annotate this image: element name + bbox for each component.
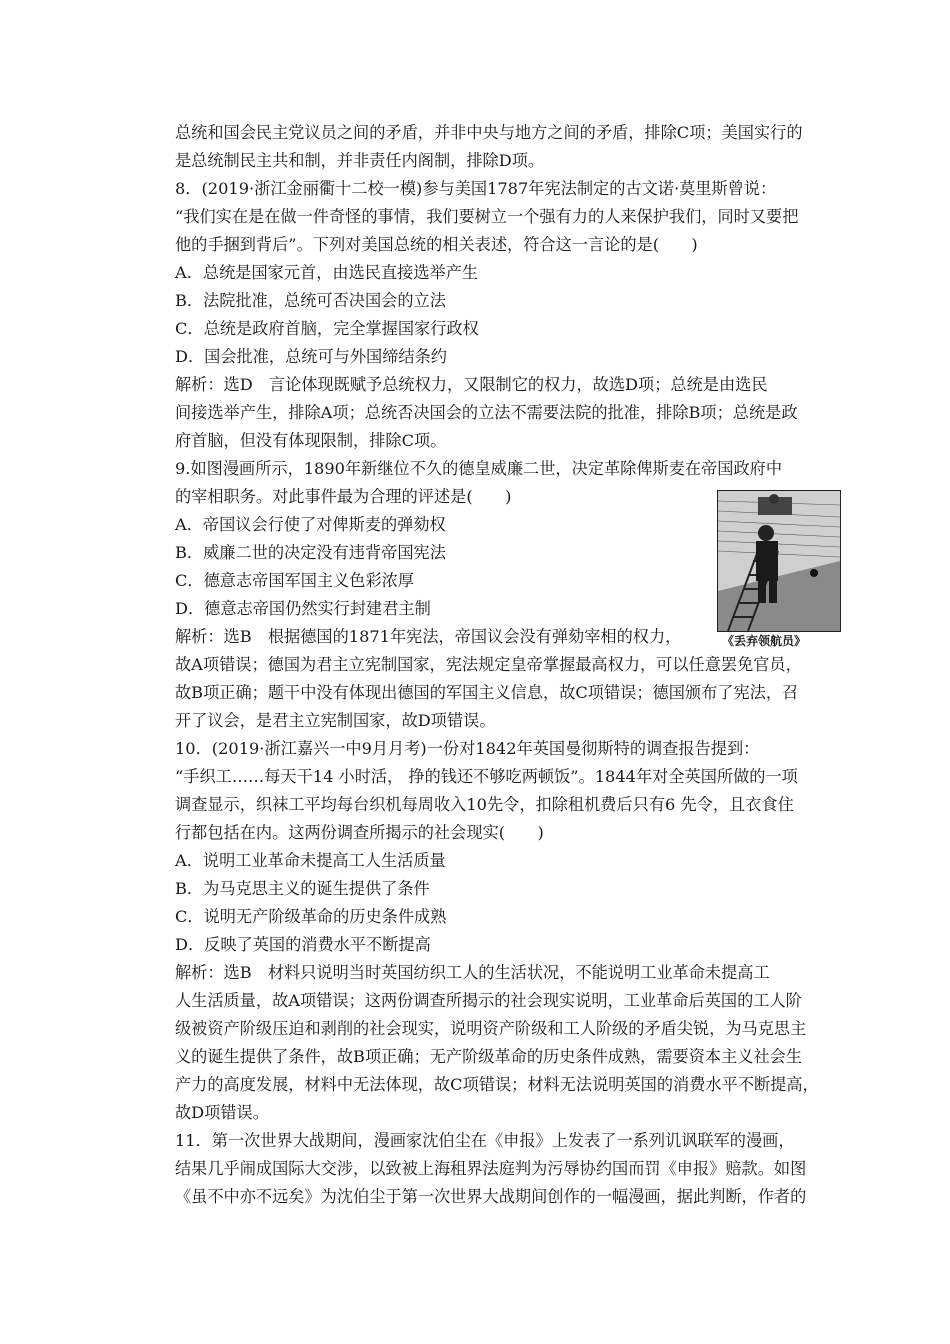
figure-caption: 《丢弃领航员》 [722,634,807,648]
text-line: 故D项错误。 [175,1103,269,1122]
text-line: 故B项正确；题干中没有体现出德国的军国主义信息，故C项错误；德国颁布了宪法，召 [175,683,799,702]
question-8-stem: 8．(2019·浙江金丽衢十二校一模)参与美国1787年宪法制定的古文诺·莫里斯曾说： [175,179,777,198]
text-line: 义的诞生提供了条件，故B项正确；无产阶级革命的历史条件成熟，需要资本主义社会生 [175,1047,803,1066]
text-line: 府首脑，但没有体现限制，排除C项。 [175,431,447,450]
question-11-stem: 11．第一次世界大战期间，漫画家沈伯尘在《申报》上发表了一系列讥讽联军的漫画， [175,1131,795,1150]
text-line: 级被资产阶级压迫和剥削的社会现实，说明资产阶级和工人阶级的矛盾尖锐，为马克思主 [175,1019,807,1038]
cartoon-image [717,490,841,632]
explanation: 解析：选B 材料只说明当时英国纺织工人的生活状况，不能说明工业革命未提高工 [175,963,770,982]
option-d: D．德意志帝国仍然实行封建君主制 [175,599,431,618]
option-b: B．威廉二世的决定没有违背帝国宪法 [175,543,446,562]
text-line: 产力的高度发展，材料中无法体现，故C项错误；材料无法说明英国的消费水平不断提高， [175,1075,819,1094]
option-b: B．法院批准，总统可否决国会的立法 [175,291,446,310]
option-a: A．说明工业革命未提高工人生活质量 [175,851,446,870]
text-line: 他的手捆到背后”。下列对美国总统的相关表述，符合这一言论的是( ) [175,235,698,254]
text-line: 的宰相职务。对此事件最为合理的评述是( ) [175,487,512,506]
text-line: 行都包括在内。这两份调查所揭示的社会现实( ) [175,823,544,842]
text-line: 是总统制民主共和制，并非责任内阁制，排除D项。 [175,151,545,170]
question-9-stem: 9.如图漫画所示，1890年新继位不久的德皇威廉二世，决定革除俾斯麦在帝国政府中 [175,459,783,478]
text-line: 总统和国会民主党议员之间的矛盾，并非中央与地方之间的矛盾，排除C项；美国实行的 [175,123,803,142]
explanation: 解析：选B 根据德国的1871年宪法，帝国议会没有弹劾宰相的权力， [175,627,682,646]
option-c: C．德意志帝国军国主义色彩浓厚 [175,571,415,590]
text-line: 《虽不中亦不远矣》为沈伯尘于第一次世界大战期间创作的一幅漫画，据此判断，作者的 [175,1187,807,1206]
text-line: 人生活质量，故A项错误；这两份调查所揭示的社会现实说明，工业革命后英国的工人阶 [175,991,802,1010]
text-line: 结果几乎闹成国际大交涉，以致被上海租界法庭判为污辱协约国而罚《申报》赔款。如图 [175,1159,807,1178]
cartoon-drawing [718,491,840,631]
option-a: A．帝国议会行使了对俾斯麦的弹劾权 [175,515,446,534]
option-c: C．说明无产阶级革命的历史条件成熟 [175,907,447,926]
option-d: D．国会批准，总统可与外国缔结条约 [175,347,447,366]
text-line: 调查显示，织袜工平均每台织机每周收入10先令，扣除租机费后只有6 先令，且衣食住 [175,795,794,814]
option-a: A．总统是国家元首，由选民直接选举产生 [175,263,479,282]
text-line: 开了议会，是君主立宪制国家，故D项错误。 [175,711,496,730]
option-d: D．反映了英国的消费水平不断提高 [175,935,431,954]
question-10-stem: 10．(2019·浙江嘉兴一中9月月考)一份对1842年英国曼彻斯特的调查报告提到： [175,739,760,758]
option-b: B．为马克思主义的诞生提供了条件 [175,879,430,898]
text-line: 间接选举产生，排除A项；总统否决国会的立法不需要法院的批准，排除B项；总统是政 [175,403,798,422]
text-line: 故A项错误；德国为君主立宪制国家，宪法规定皇帝掌握最高权力，可以任意罢免官员， [175,655,802,674]
text-line: “手织工……每天干14 小时活， 挣的钱还不够吃两顿饭”。1844年对全英国所做的一项 [175,767,798,786]
option-c: C．总统是政府首脑，完全掌握国家行政权 [175,319,479,338]
explanation: 解析：选D 言论体现既赋予总统权力，又限制它的权力，故选D项；总统是由选民 [175,375,768,394]
text-line: “我们实在是在做一件奇怪的事情，我们要树立一个强有力的人来保护我们，同时又要把 [175,207,799,226]
